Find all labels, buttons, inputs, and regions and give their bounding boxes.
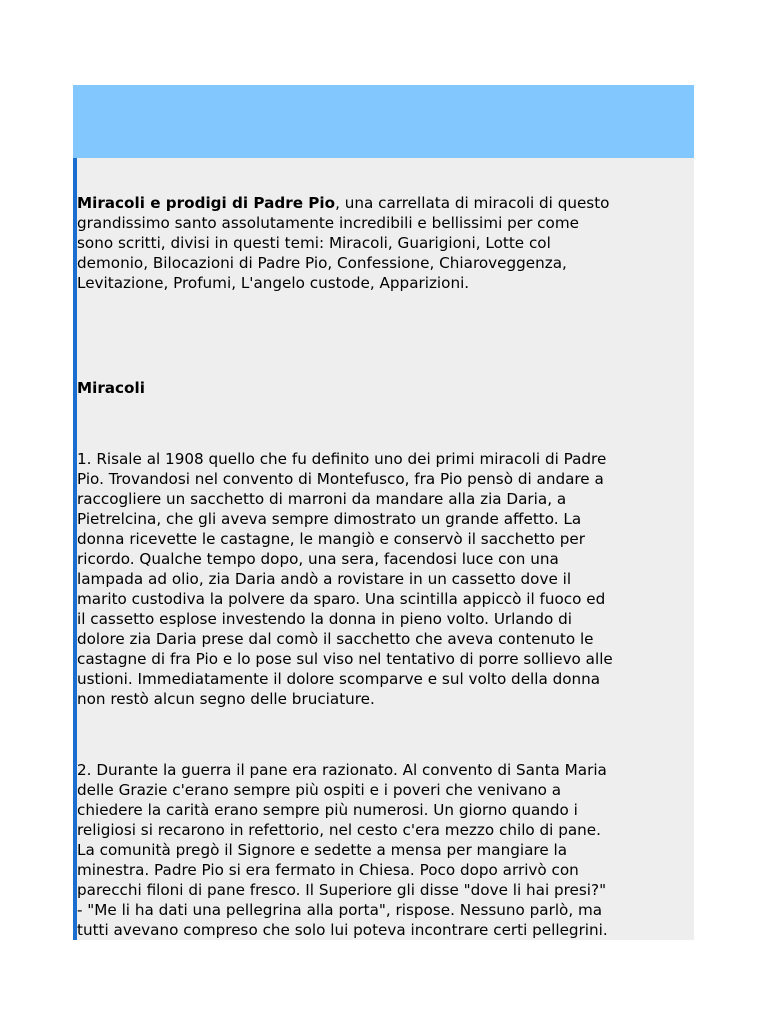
intro-paragraph (77, 193, 695, 293)
intro-bold-title: Miracoli e prodigi di Padre Pio (77, 194, 336, 212)
header-band (73, 85, 694, 158)
intro-text: , una carrellata di miracoli di questo grandissimo santo assolutamente incredibili e bellissimi per come sono scritti, divisi in questi temi: Miracoli, Guarigioni, Lotte col demonio, Bilocazioni di Padre Pio, Confessione, Chiaroveggenza, Levitazione, Profumi, L'angelo custode, Apparizioni. (77, 194, 610, 292)
section-title: Miracoli (77, 379, 145, 397)
paragraph-1: 1. Risale al 1908 quello che fu definito uno dei primi miracoli di Padre Pio. Trovandosi nel convento di Montefusco, fra Pio pensò di andare a raccogliere un sacchetto di marroni da mandare alla zia Daria, a Pietrelcina, che gli aveva sempre dimostrato un grande affetto. La donna ricevette le castagne, le mangiò e conservò il sacchetto per ricordo. Qualche tempo dopo, una sera, facendosi luce con una lampada ad olio, zia Daria andò a rovistare in un cassetto dove il marito custodiva la polvere da sparo. Una scintilla appiccò il fuoco ed il cassetto esplose investendo la donna in pieno volto. Urlando di dolore zia Daria prese dal comò il sacchetto che aveva contenuto le castagne di fra Pio e lo pose sul viso nel tentativo di porre sollievo alle ustioni. Immediatamente il dolore scomparve e sul volto della donna non restò alcun segno delle bruciature. (77, 450, 613, 708)
paragraph-2: 2. Durante la guerra il pane era razionato. Al convento di Santa Maria delle Grazie c'erano sempre più ospiti e i poveri che venivano a chiedere la carità erano sempre più numerosi. Un giorno quando i religiosi si recarono in refettorio, nel cesto c'era mezzo chilo di pane. La comunità pregò il Signore e sedette a mensa per mangiare la minestra. Padre Pio si era fermato in Chiesa. Poco dopo arrivò con parecchi filoni di pane fresco. Il Superiore gli disse "dove li hai presi?" - "Me li ha dati una pellegrina alla porta", rispose. Nessuno parlò, ma tutti avevano compreso che solo lui poteva incontrare certi pellegrini. (77, 761, 608, 939)
